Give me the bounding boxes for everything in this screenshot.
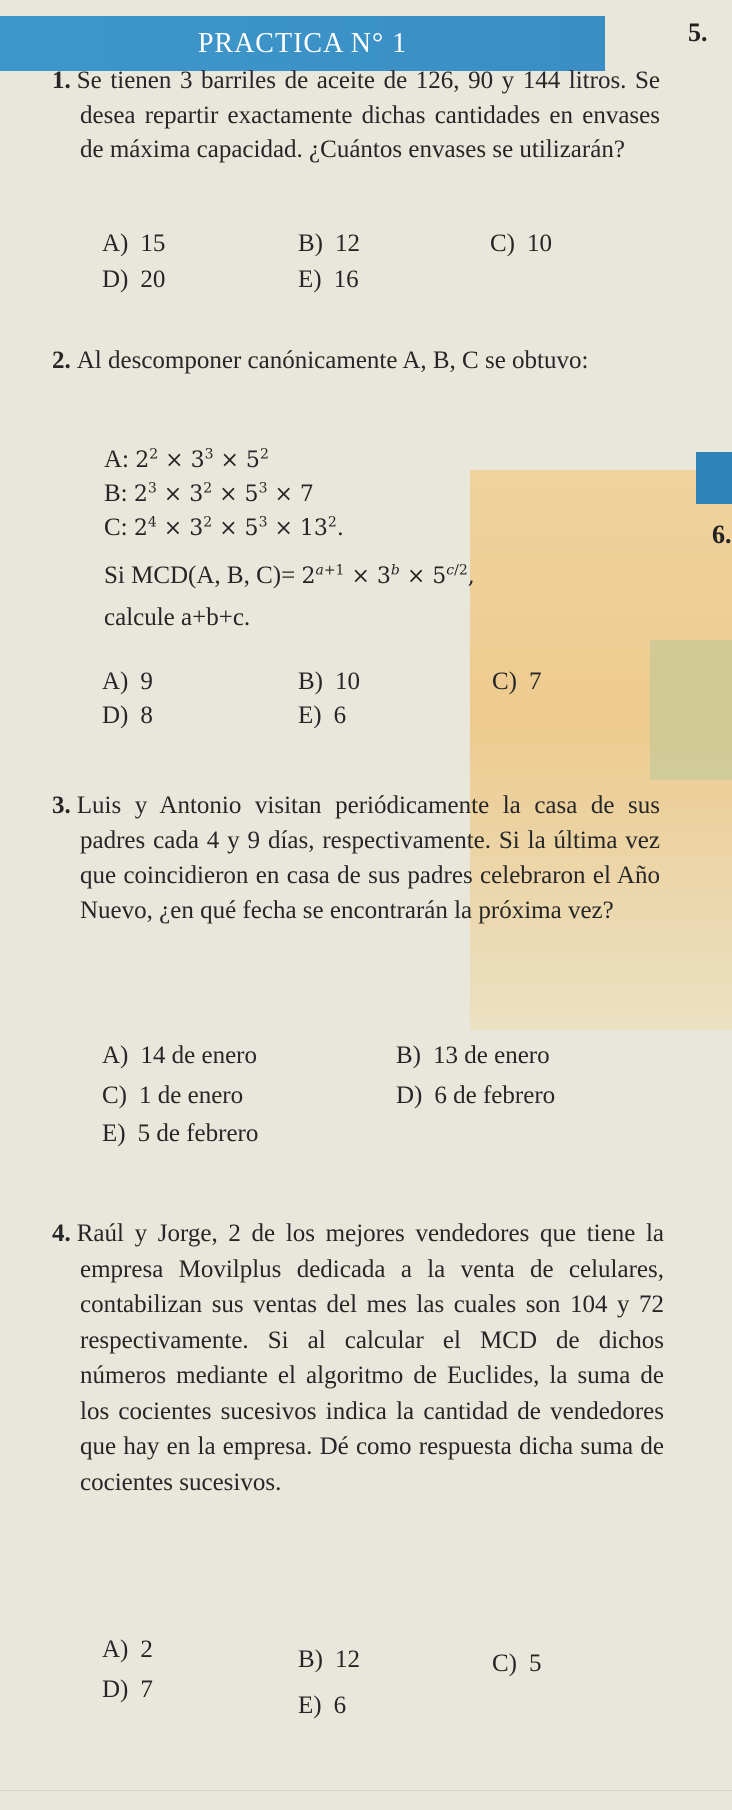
- option-a[interactable]: A) 2: [102, 1636, 153, 1663]
- next-column-number-2: 6.: [712, 520, 732, 549]
- factorization-a: A: $2^2 \times 3^3 \times 5^2$: [104, 446, 269, 473]
- option-d[interactable]: D) 8: [102, 702, 153, 729]
- page-bottom-edge: [0, 1790, 732, 1791]
- question-number: 3.: [52, 792, 71, 819]
- option-c[interactable]: C) 10: [490, 230, 552, 257]
- option-e[interactable]: E) 16: [298, 266, 359, 293]
- option-c[interactable]: C) 7: [492, 668, 542, 695]
- option-c[interactable]: C) 5: [492, 1650, 542, 1677]
- option-e[interactable]: E) 5 de febrero: [102, 1120, 259, 1147]
- option-b[interactable]: B) 12: [298, 230, 360, 257]
- factorization-c: C: $2^4 \times 3^2 \times 5^3 \times 13^2$.: [104, 514, 344, 541]
- option-d[interactable]: D) 7: [102, 1676, 153, 1703]
- question-number: 4.: [52, 1220, 71, 1247]
- option-e[interactable]: E) 6: [298, 1692, 347, 1719]
- factorization-expression: $2^2 \times 3^3 \times 5^2$: [135, 446, 269, 473]
- question-text: Raúl y Jorge, 2 de los mejores vendedores que tiene la empresa Movilplus dedicada a la venta de celulares, contabilizan sus ventas del mes las cuales son 104 y 72 respectivamente. Si al calcular el MCD de dichos números mediante el algoritmo de Euclides, la suma de los cocientes sucesivos indica la cantidad de vendedores que hay en la empresa. Dé como respuesta dicha suma de cocientes sucesivos.: [76, 1220, 664, 1496]
- question-4: [52, 1216, 664, 1500]
- question-3: [52, 788, 660, 928]
- option-b[interactable]: B) 13 de enero: [396, 1042, 550, 1069]
- question-text: Al descomponer canónicamente A, B, C se obtuvo:: [76, 347, 589, 374]
- question-number: 1.: [52, 67, 71, 94]
- decorative-green-block: [650, 640, 732, 780]
- option-a[interactable]: A) 15: [102, 230, 166, 257]
- mcd-expression: $2^{a+1} \times 3^b \times 5^{c/2}$,: [301, 562, 475, 589]
- next-column-number: 5.: [688, 18, 708, 47]
- option-a[interactable]: A) 9: [102, 668, 153, 695]
- option-d[interactable]: D) 6 de febrero: [396, 1082, 556, 1109]
- factorization-expression: $2^3 \times 3^2 \times 5^3 \times 7$: [133, 480, 314, 507]
- option-d[interactable]: D) 20: [102, 266, 166, 293]
- option-b[interactable]: B) 12: [298, 1646, 360, 1673]
- factorization-b: B: $2^3 \times 3^2 \times 5^3 \times 7$: [104, 480, 314, 507]
- decorative-teal-block: [696, 452, 732, 504]
- question-text: Luis y Antonio visitan periódicamente la casa de sus padres cada 4 y 9 días, respectivamente. Si la última vez que coincidieron en casa de sus padres celebraron el Año Nuevo, ¿en qué fecha se encontrarán la próxima vez?: [76, 792, 660, 924]
- question-number: 2.: [52, 347, 71, 374]
- option-e[interactable]: E) 6: [298, 702, 347, 729]
- page-title: PRACTICA N° 1: [0, 16, 605, 71]
- factorization-expression: $2^4 \times 3^2 \times 5^3 \times 13^2$.: [133, 514, 344, 541]
- option-a[interactable]: A) 14 de enero: [102, 1042, 258, 1069]
- question-text: Se tienen 3 barriles de aceite de 126, 90 y 144 litros. Se desea repartir exactamente dichas cantidades en envases de máxima capacidad. ¿Cuántos envases se utilizarán?: [76, 67, 660, 163]
- option-c[interactable]: C) 1 de enero: [102, 1082, 244, 1109]
- option-b[interactable]: B) 10: [298, 668, 360, 695]
- calculate-statement: calcule a+b+c.: [104, 604, 251, 631]
- mcd-statement: Si MCD(A, B, $C)= 2^{a+1} \times 3^b \times 5^{c/2}$,: [104, 562, 475, 589]
- question-1: [52, 64, 660, 168]
- question-2: [52, 344, 650, 379]
